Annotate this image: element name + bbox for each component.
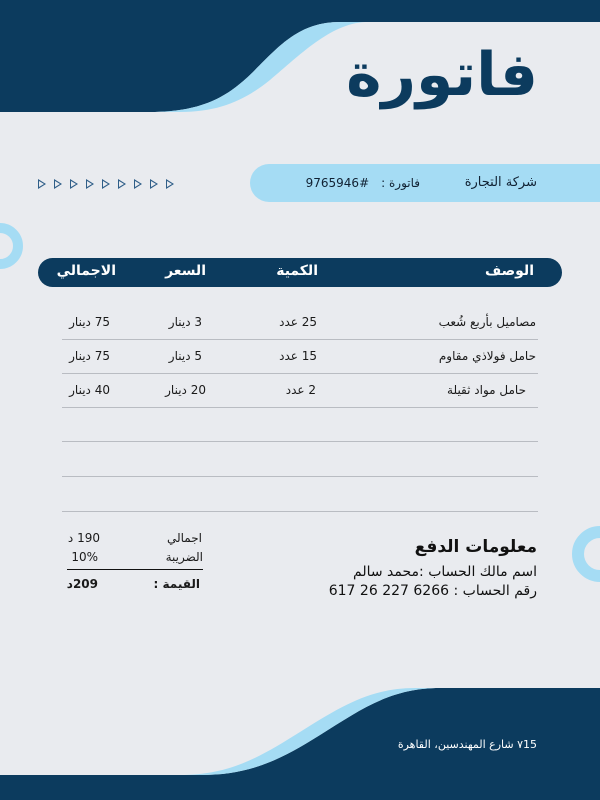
totals-label-grand: القيمة : xyxy=(153,577,200,591)
payment-account-holder: اسم مالك الحساب :محمد سالم xyxy=(353,564,537,580)
play-arrow-icon xyxy=(166,179,174,189)
header-description: الوصف xyxy=(484,263,534,279)
info-bar xyxy=(250,164,600,202)
table-row xyxy=(62,442,538,477)
play-arrow-icon xyxy=(118,179,126,189)
row-price: 20 دينار xyxy=(165,383,206,397)
header-price: السعر xyxy=(165,263,206,279)
header-total: الاجمالي xyxy=(56,263,116,279)
totals-divider xyxy=(67,569,203,570)
play-arrow-icon xyxy=(38,179,46,189)
row-quantity: 25 عدد xyxy=(279,315,317,329)
table-row xyxy=(62,477,538,512)
play-arrow-icon xyxy=(54,179,62,189)
totals-label-subtotal: اجمالي xyxy=(166,531,202,545)
row-quantity: 15 عدد xyxy=(279,349,317,363)
header-quantity: الكمية xyxy=(276,263,318,279)
invoice-label: فاتورة : xyxy=(381,176,420,190)
footer-address: ٧15 شارع المهندسين، القاهرة xyxy=(397,738,537,751)
table-row xyxy=(62,373,538,408)
play-arrow-icon xyxy=(70,179,78,189)
row-total: 75 دينار xyxy=(69,315,110,329)
company-name: شركة التجارة xyxy=(464,175,537,190)
row-price: 3 دينار xyxy=(168,315,202,329)
play-arrow-icon xyxy=(150,179,158,189)
decorative-arrows xyxy=(38,179,174,189)
row-description: مصاميل بأربع شُعب xyxy=(438,315,536,329)
totals-value-subtotal: 190 د xyxy=(67,531,100,545)
totals-label-tax: الضريبة xyxy=(165,550,203,564)
row-description: حامل مواد ثقيلة xyxy=(447,383,526,397)
table-row xyxy=(62,339,538,374)
payment-account-number: رقم الحساب : 6266 227 26 617 xyxy=(328,583,537,599)
invoice-number-label xyxy=(306,176,420,190)
row-total: 75 دينار xyxy=(69,349,110,363)
play-arrow-icon xyxy=(102,179,110,189)
table-row xyxy=(62,407,538,442)
payment-heading: معلومات الدفع xyxy=(414,537,537,557)
row-quantity: 2 عدد xyxy=(285,383,316,397)
totals-value-grand: 209د xyxy=(66,577,98,591)
row-price: 5 دينار xyxy=(168,349,202,363)
invoice-title: فاتورة xyxy=(346,40,538,110)
row-description: حامل فولاذي مقاوم xyxy=(438,349,536,363)
table-header xyxy=(38,258,562,287)
table-row xyxy=(62,305,538,340)
invoice-number: #9765946 xyxy=(305,176,370,190)
play-arrow-icon xyxy=(86,179,94,189)
play-arrow-icon xyxy=(134,179,142,189)
row-total: 40 دينار xyxy=(69,383,110,397)
totals-value-tax: 10% xyxy=(71,550,98,564)
